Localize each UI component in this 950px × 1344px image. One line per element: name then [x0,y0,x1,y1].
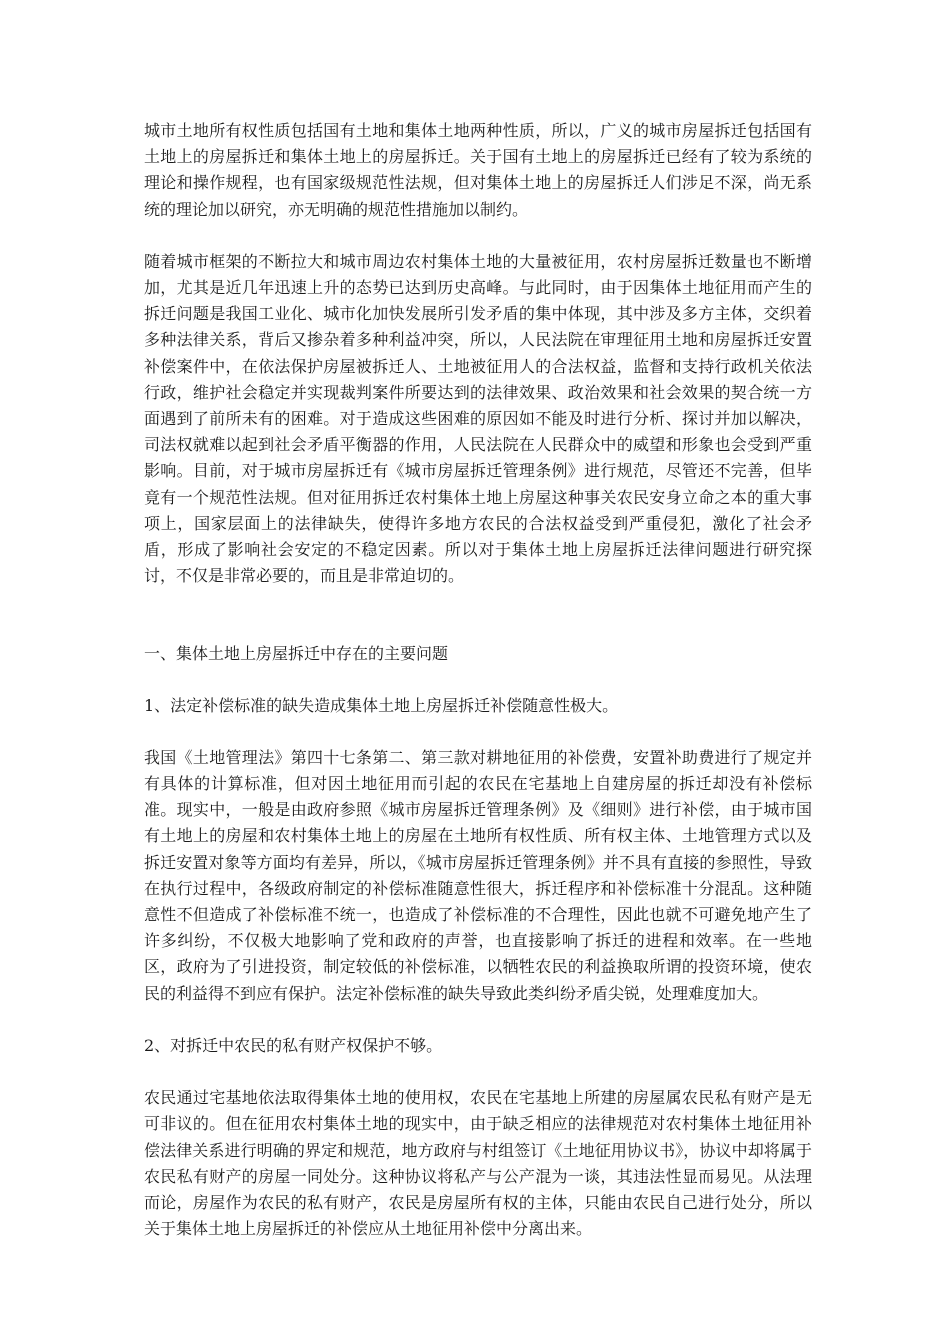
document-body [144,118,812,1242]
paragraph-intro: 城市土地所有权性质包括国有土地和集体土地两种性质，所以，广义的城市房屋拆迁包括国有土地上的房屋拆迁和集体土地上的房屋拆迁。关于国有土地上的房屋拆迁已经有了较为系统的理论和操作规程，也有国家级规范性法规，但对集体土地上的房屋拆迁人们涉足不深，尚无系统的理论加以研究，亦无明确的规范性措施加以制约。 [144,121,812,219]
subheading-compensation-standard: 1、法定补偿标准的缺失造成集体土地上房屋拆迁补偿随意性极大。 [144,695,619,715]
paragraph-private-property: 农民通过宅基地依法取得集体土地的使用权，农民在宅基地上所建的房屋属农民私有财产是无可非议的。但在征用农村集体土地的现实中，由于缺乏相应的法律规范对农村集体土地征用补偿法律关系进行明确的界定和规范，地方政府与村组签订《土地征用协议书》，协议中却将属于农民私有财产的房屋一同处分。这种协议将私产与公产混为一谈，其违法性显而易见。从法理而论，房屋作为农民的私有财产，农民是房屋所有权的主体，只能由农民自己进行处分，所以关于集体土地上房屋拆迁的补偿应从土地征用补偿中分离出来。 [144,1088,812,1239]
subheading-private-property: 2、对拆迁中农民的私有财产权保护不够。 [144,1035,443,1055]
paragraph-background: 随着城市框架的不断拉大和城市周边农村集体土地的大量被征用，农村房屋拆迁数量也不断增加，尤其是近几年迅速上升的态势已达到历史高峰。与此同时，由于因集体土地征用而产生的拆迁问题是我国工业化、城市化加快发展所引发矛盾的集中体现，其中涉及多方主体，交织着多种法律关系，背后又掺杂着多种利益冲突，所以，人民法院在审理征用土地和房屋拆迁安置补偿案件中，在依法保护房屋被拆迁人、土地被征用人的合法权益，监督和支持行政机关依法行政，维护社会稳定并实现裁判案件所要达到的法律效果、政治效果和社会效果的契合统一方面遇到了前所未有的困难。对于造成这些困难的原因如不能及时进行分析、探讨并加以解决，司法权就难以起到社会矛盾平衡器的作用，人民法院在人民群众中的威望和形象也会受到严重影响。目前，对于城市房屋拆迁有《城市房屋拆迁管理条例》进行规范，尽管还不完善，但毕竟有一个规范性法规。但对征用拆迁农村集体土地上房屋这种事关农民安身立命之本的重大事项上，国家层面上的法律缺失，使得许多地方农民的合法权益受到严重侵犯，激化了社会矛盾，形成了影响社会安定的不稳定因素。所以对于集体土地上房屋拆迁法律问题进行研究探讨，不仅是非常必要的，而且是非常迫切的。 [144,251,812,586]
paragraph-compensation-standard: 我国《土地管理法》第四十七条第二、第三款对耕地征用的补偿费，安置补助费进行了规定并有具体的计算标准，但对因土地征用而引起的农民在宅基地上自建房屋的拆迁却没有补偿标准。现实中，一般是由政府参照《城市房屋拆迁管理条例》及《细则》进行补偿，由于城市国有土地上的房屋和农村集体土地上的房屋在土地所有权性质、所有权主体、土地管理方式以及拆迁安置对象等方面均有差异，所以，《城市房屋拆迁管理条例》并不具有直接的参照性，导致在执行过程中，各级政府制定的补偿标准随意性很大，拆迁程序和补偿标准十分混乱。这种随意性不但造成了补偿标准不统一，也造成了补偿标准的不合理性，因此也就不可避免地产生了许多纠纷，不仅极大地影响了党和政府的声誉，也直接影响了拆迁的进程和效率。在一些地区，政府为了引进投资，制定较低的补偿标准，以牺牲农民的利益换取所谓的投资环境，使农民的利益得不到应有保护。法定补偿标准的缺失导致此类纠纷矛盾尖锐，处理难度加大。 [144,747,812,1003]
section-heading-main-problems: 一、集体土地上房屋拆迁中存在的主要问题 [144,644,449,664]
